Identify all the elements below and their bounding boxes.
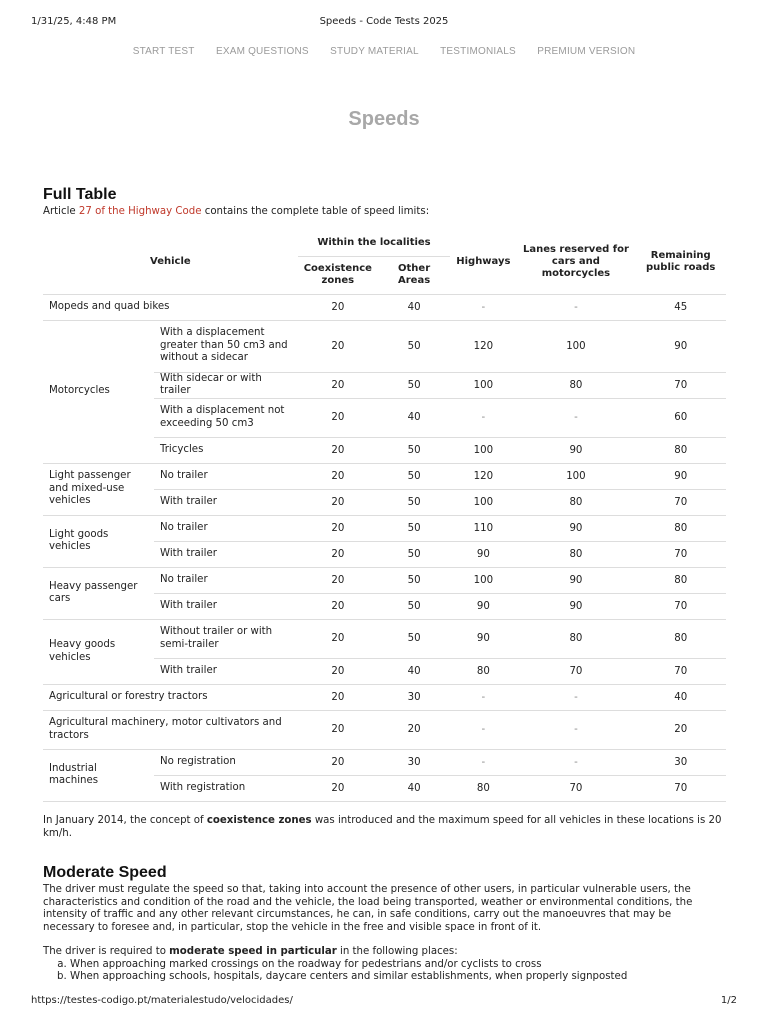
note-bold: coexistence zones [206, 815, 312, 826]
cell: 50 [378, 463, 450, 489]
cell: 20 [298, 593, 378, 619]
cell: 80 [635, 567, 726, 593]
cell: 80 [450, 658, 516, 684]
table-row [43, 294, 726, 320]
cell: 90 [635, 463, 726, 489]
moderate-speed-section [43, 864, 726, 984]
highway-code-link[interactable]: 27 of the Highway Code [78, 206, 202, 217]
table-row [43, 684, 726, 710]
cell: 40 [635, 684, 726, 710]
moderate-speed-heading: Moderate Speed [43, 864, 167, 881]
cell: 100 [450, 437, 516, 463]
moderate-speed-intro [43, 946, 726, 959]
sub-label: With trailer [154, 541, 298, 567]
cell: 80 [516, 541, 635, 567]
cell: 70 [635, 541, 726, 567]
cell: 20 [378, 710, 450, 749]
row-label: Light goods vehicles [43, 515, 154, 567]
cell: 20 [298, 775, 378, 801]
moderate-speed-list [43, 959, 726, 984]
row-label: Industrial machines [43, 749, 154, 801]
header-lanes: Lanes reserved for cars and motorcycles [516, 230, 635, 294]
cell: 50 [378, 515, 450, 541]
header-remaining: Remaining public roads [635, 230, 726, 294]
cell: 20 [298, 320, 378, 372]
cell: 90 [516, 593, 635, 619]
cell: 70 [516, 775, 635, 801]
row-label: Heavy goods vehicles [43, 619, 154, 684]
sub-label: With a displacement greater than 50 cm3 and without a sidecar [154, 320, 298, 372]
cell: 20 [298, 463, 378, 489]
header-vehicle: Vehicle [43, 230, 298, 294]
cell: - [450, 749, 516, 775]
table-row [43, 515, 726, 541]
cell: 100 [450, 489, 516, 515]
cell: 20 [298, 619, 378, 658]
cell: - [516, 749, 635, 775]
cell: 45 [635, 294, 726, 320]
full-table-section [43, 186, 726, 219]
cell: - [516, 294, 635, 320]
top-nav [0, 46, 768, 57]
cell: 110 [450, 515, 516, 541]
cell: - [450, 294, 516, 320]
note-text-end: was introduced and the maximum speed for all vehicles in these locations is 20 km/h. [43, 815, 722, 839]
cell: 80 [516, 372, 635, 398]
cell: 20 [298, 567, 378, 593]
cell: 70 [635, 489, 726, 515]
cell: 20 [298, 372, 378, 398]
cell: 40 [378, 398, 450, 437]
cell: 50 [378, 489, 450, 515]
cell: 80 [635, 515, 726, 541]
cell: 80 [516, 489, 635, 515]
row-label: Agricultural or forestry tractors [43, 684, 298, 710]
sub-label: Tricycles [154, 437, 298, 463]
row-label: Heavy passenger cars [43, 567, 154, 619]
cell: - [516, 684, 635, 710]
p2-text: The driver is required to [43, 946, 170, 957]
print-url: https://testes-codigo.pt/materialestudo/velocidades/ [31, 995, 293, 1006]
row-label: Light passenger and mixed-use vehicles [43, 463, 154, 515]
sub-label: With trailer [154, 658, 298, 684]
full-table-heading: Full Table [43, 186, 117, 203]
cell: 30 [635, 749, 726, 775]
moderate-speed-paragraph: The driver must regulate the speed so that, taking into account the presence of other users, in particular vulnerable users, the characteristics and condition of the road and the vehicle, the load being transported, weather or environmental conditions, the intensity of traffic and any other relevant circumstances, he can, in safe conditions, carry out the manoeuvres that may be necessary to foresee and, in particular, stop the vehicle in the free and visible space in front of it. [43, 884, 693, 933]
sub-label: No trailer [154, 567, 298, 593]
cell: - [450, 684, 516, 710]
table-row [43, 619, 726, 658]
cell: 50 [378, 437, 450, 463]
speed-table [43, 230, 726, 802]
cell: 20 [298, 398, 378, 437]
cell: 120 [450, 463, 516, 489]
cell: 40 [378, 658, 450, 684]
cell: 20 [298, 684, 378, 710]
cell: 90 [516, 437, 635, 463]
cell: 60 [635, 398, 726, 437]
cell: 50 [378, 372, 450, 398]
sub-label: No trailer [154, 463, 298, 489]
table-row [43, 463, 726, 489]
cell: 50 [378, 541, 450, 567]
cell: - [516, 710, 635, 749]
cell: 80 [516, 619, 635, 658]
nav-exam-questions[interactable]: EXAM QUESTIONS [215, 46, 309, 57]
sub-label: No trailer [154, 515, 298, 541]
page-title: Speeds [348, 108, 420, 130]
table-row [43, 567, 726, 593]
cell: 40 [378, 775, 450, 801]
cell: 80 [450, 775, 516, 801]
header-coexistence: Coexistence zones [298, 256, 378, 294]
row-label: Mopeds and quad bikes [43, 294, 298, 320]
cell: 90 [516, 515, 635, 541]
sub-label: Without trailer or with semi-trailer [154, 619, 298, 658]
sub-label: With a displacement not exceeding 50 cm3 [154, 398, 298, 437]
cell: 90 [450, 541, 516, 567]
cell: - [450, 398, 516, 437]
cell: 20 [298, 710, 378, 749]
list-item: a. When approaching marked crossings on the roadway for pedestrians and/or cyclists to cross [70, 959, 726, 972]
cell: 80 [635, 619, 726, 658]
cell: 20 [298, 749, 378, 775]
full-table-intro [43, 206, 726, 219]
p2-text-end: in the following places: [336, 946, 458, 957]
table-row [43, 710, 726, 749]
cell: 80 [635, 437, 726, 463]
nav-premium-version[interactable]: PREMIUM VERSION [537, 46, 636, 57]
cell: 50 [378, 593, 450, 619]
table-row [43, 749, 726, 775]
table-row [43, 320, 726, 372]
cell: 70 [635, 658, 726, 684]
print-title: Speeds - Code Tests 2025 [319, 16, 449, 27]
nav-testimonials[interactable]: TESTIMONIALS [440, 46, 516, 57]
cell: 20 [298, 515, 378, 541]
cell: 90 [635, 320, 726, 372]
cell: 70 [516, 658, 635, 684]
intro-text-end: contains the complete table of speed limits: [201, 206, 430, 217]
header-other-areas: Other Areas [378, 256, 450, 294]
cell: 70 [635, 372, 726, 398]
cell: 50 [378, 619, 450, 658]
nav-study-material[interactable]: STUDY MATERIAL [330, 46, 419, 57]
cell: 20 [298, 437, 378, 463]
cell: 100 [516, 320, 635, 372]
list-item: b. When approaching schools, hospitals, daycare centers and similar establishments, when properly signposted [70, 971, 726, 984]
cell: 90 [450, 593, 516, 619]
intro-text: Article [43, 206, 79, 217]
cell: 20 [298, 489, 378, 515]
note-text: In January 2014, the concept of [43, 815, 207, 826]
cell: 20 [298, 658, 378, 684]
cell: 70 [635, 593, 726, 619]
row-label: Agricultural machinery, motor cultivators and tractors [43, 710, 298, 749]
cell: 40 [378, 294, 450, 320]
sub-label: With trailer [154, 593, 298, 619]
header-highways: Highways [450, 230, 516, 294]
cell: - [450, 710, 516, 749]
cell: 50 [378, 320, 450, 372]
print-datetime: 1/31/25, 4:48 PM [31, 16, 117, 27]
coexistence-note-text [43, 815, 726, 840]
cell: 30 [378, 684, 450, 710]
coexistence-note [43, 815, 726, 840]
cell: 70 [635, 775, 726, 801]
cell: - [516, 398, 635, 437]
print-page-number: 1/2 [720, 995, 737, 1006]
cell: 120 [450, 320, 516, 372]
cell: 90 [516, 567, 635, 593]
cell: 20 [298, 294, 378, 320]
sub-label: With trailer [154, 489, 298, 515]
p2-bold: moderate speed in particular [169, 946, 337, 957]
cell: 100 [450, 372, 516, 398]
sub-label: No registration [154, 749, 298, 775]
cell: 20 [635, 710, 726, 749]
row-label: Motorcycles [43, 320, 154, 463]
cell: 30 [378, 749, 450, 775]
sub-label: With sidecar or with trailer [154, 372, 298, 398]
nav-start-test[interactable]: START TEST [132, 46, 195, 57]
header-within-localities: Within the localities [298, 230, 451, 256]
cell: 50 [378, 567, 450, 593]
cell: 100 [516, 463, 635, 489]
cell: 90 [450, 619, 516, 658]
cell: 20 [298, 541, 378, 567]
sub-label: With registration [154, 775, 298, 801]
cell: 100 [450, 567, 516, 593]
